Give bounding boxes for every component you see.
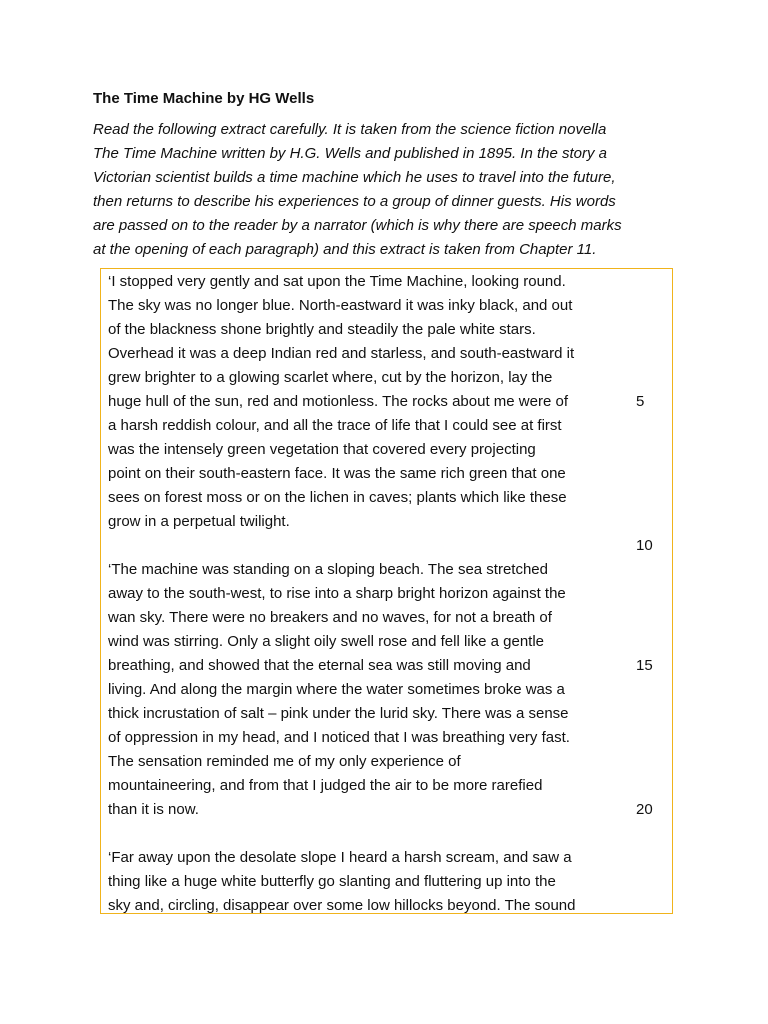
- line-number: 15: [636, 657, 653, 674]
- extract-line: thing like a huge white butterfly go slanting and fluttering up into the: [108, 873, 556, 890]
- line-number: 20: [636, 801, 653, 818]
- intro-paragraph: [93, 118, 683, 262]
- intro-line: then returns to describe his experiences to a group of dinner guests. His words: [93, 193, 616, 210]
- extract-line: living. And along the margin where the water sometimes broke was a: [108, 681, 565, 698]
- extract-line: ‘Far away upon the desolate slope I heard a harsh scream, and saw a: [108, 849, 572, 866]
- extract-line: breathing, and showed that the eternal sea was still moving and: [108, 657, 531, 674]
- extract-line: point on their south-eastern face. It was the same rich green that one: [108, 465, 566, 482]
- intro-line: Victorian scientist builds a time machine which he uses to travel into the future,: [93, 169, 616, 186]
- extract-line: huge hull of the sun, red and motionless. The rocks about me were of: [108, 393, 568, 410]
- extract-line: grew brighter to a glowing scarlet where, cut by the horizon, lay the: [108, 369, 553, 386]
- extract-line: of oppression in my head, and I noticed that I was breathing very fast.: [108, 729, 570, 746]
- extract-line: The sky was no longer blue. North-eastward it was inky black, and out: [108, 297, 573, 314]
- extract-line: than it is now.: [108, 801, 199, 818]
- extract-line: mountaineering, and from that I judged the air to be more rarefied: [108, 777, 543, 794]
- extract-line: grow in a perpetual twilight.: [108, 513, 290, 530]
- extract-line: ‘I stopped very gently and sat upon the Time Machine, looking round.: [108, 273, 566, 290]
- extract-line: of the blackness shone brightly and steadily the pale white stars.: [108, 321, 536, 338]
- intro-line: at the opening of each paragraph) and this extract is taken from Chapter 11.: [93, 241, 597, 258]
- extract-line: Overhead it was a deep Indian red and starless, and south-eastward it: [108, 345, 575, 362]
- intro-line: are passed on to the reader by a narrator (which is why there are speech marks: [93, 217, 622, 234]
- extract-line: The sensation reminded me of my only experience of: [108, 753, 461, 770]
- extract-line: sees on forest moss or on the lichen in caves; plants which like these: [108, 489, 567, 506]
- extract-line: a harsh reddish colour, and all the trace of life that I could see at first: [108, 417, 562, 434]
- extract-line: wind was stirring. Only a slight oily swell rose and fell like a gentle: [108, 633, 545, 650]
- intro-line: Read the following extract carefully. It is taken from the science fiction novella: [93, 121, 607, 138]
- line-number: 5: [636, 393, 645, 410]
- extract-line: sky and, circling, disappear over some low hillocks beyond. The sound: [108, 897, 576, 914]
- intro-line: The Time Machine written by H.G. Wells and published in 1895. In the story a: [93, 145, 608, 162]
- extract-line: away to the south-west, to rise into a sharp bright horizon against the: [108, 585, 566, 602]
- extract-line: wan sky. There were no breakers and no waves, for not a breath of: [108, 609, 552, 626]
- extract-line: thick incrustation of salt – pink under the lurid sky. There was a sense: [108, 705, 569, 722]
- line-number: 10: [636, 537, 653, 554]
- extract-box: [100, 268, 673, 914]
- extract-line: ‘The machine was standing on a sloping beach. The sea stretched: [108, 561, 548, 578]
- extract-line: was the intensely green vegetation that covered every projecting: [108, 441, 536, 458]
- document-title: The Time Machine by HG Wells: [93, 90, 315, 107]
